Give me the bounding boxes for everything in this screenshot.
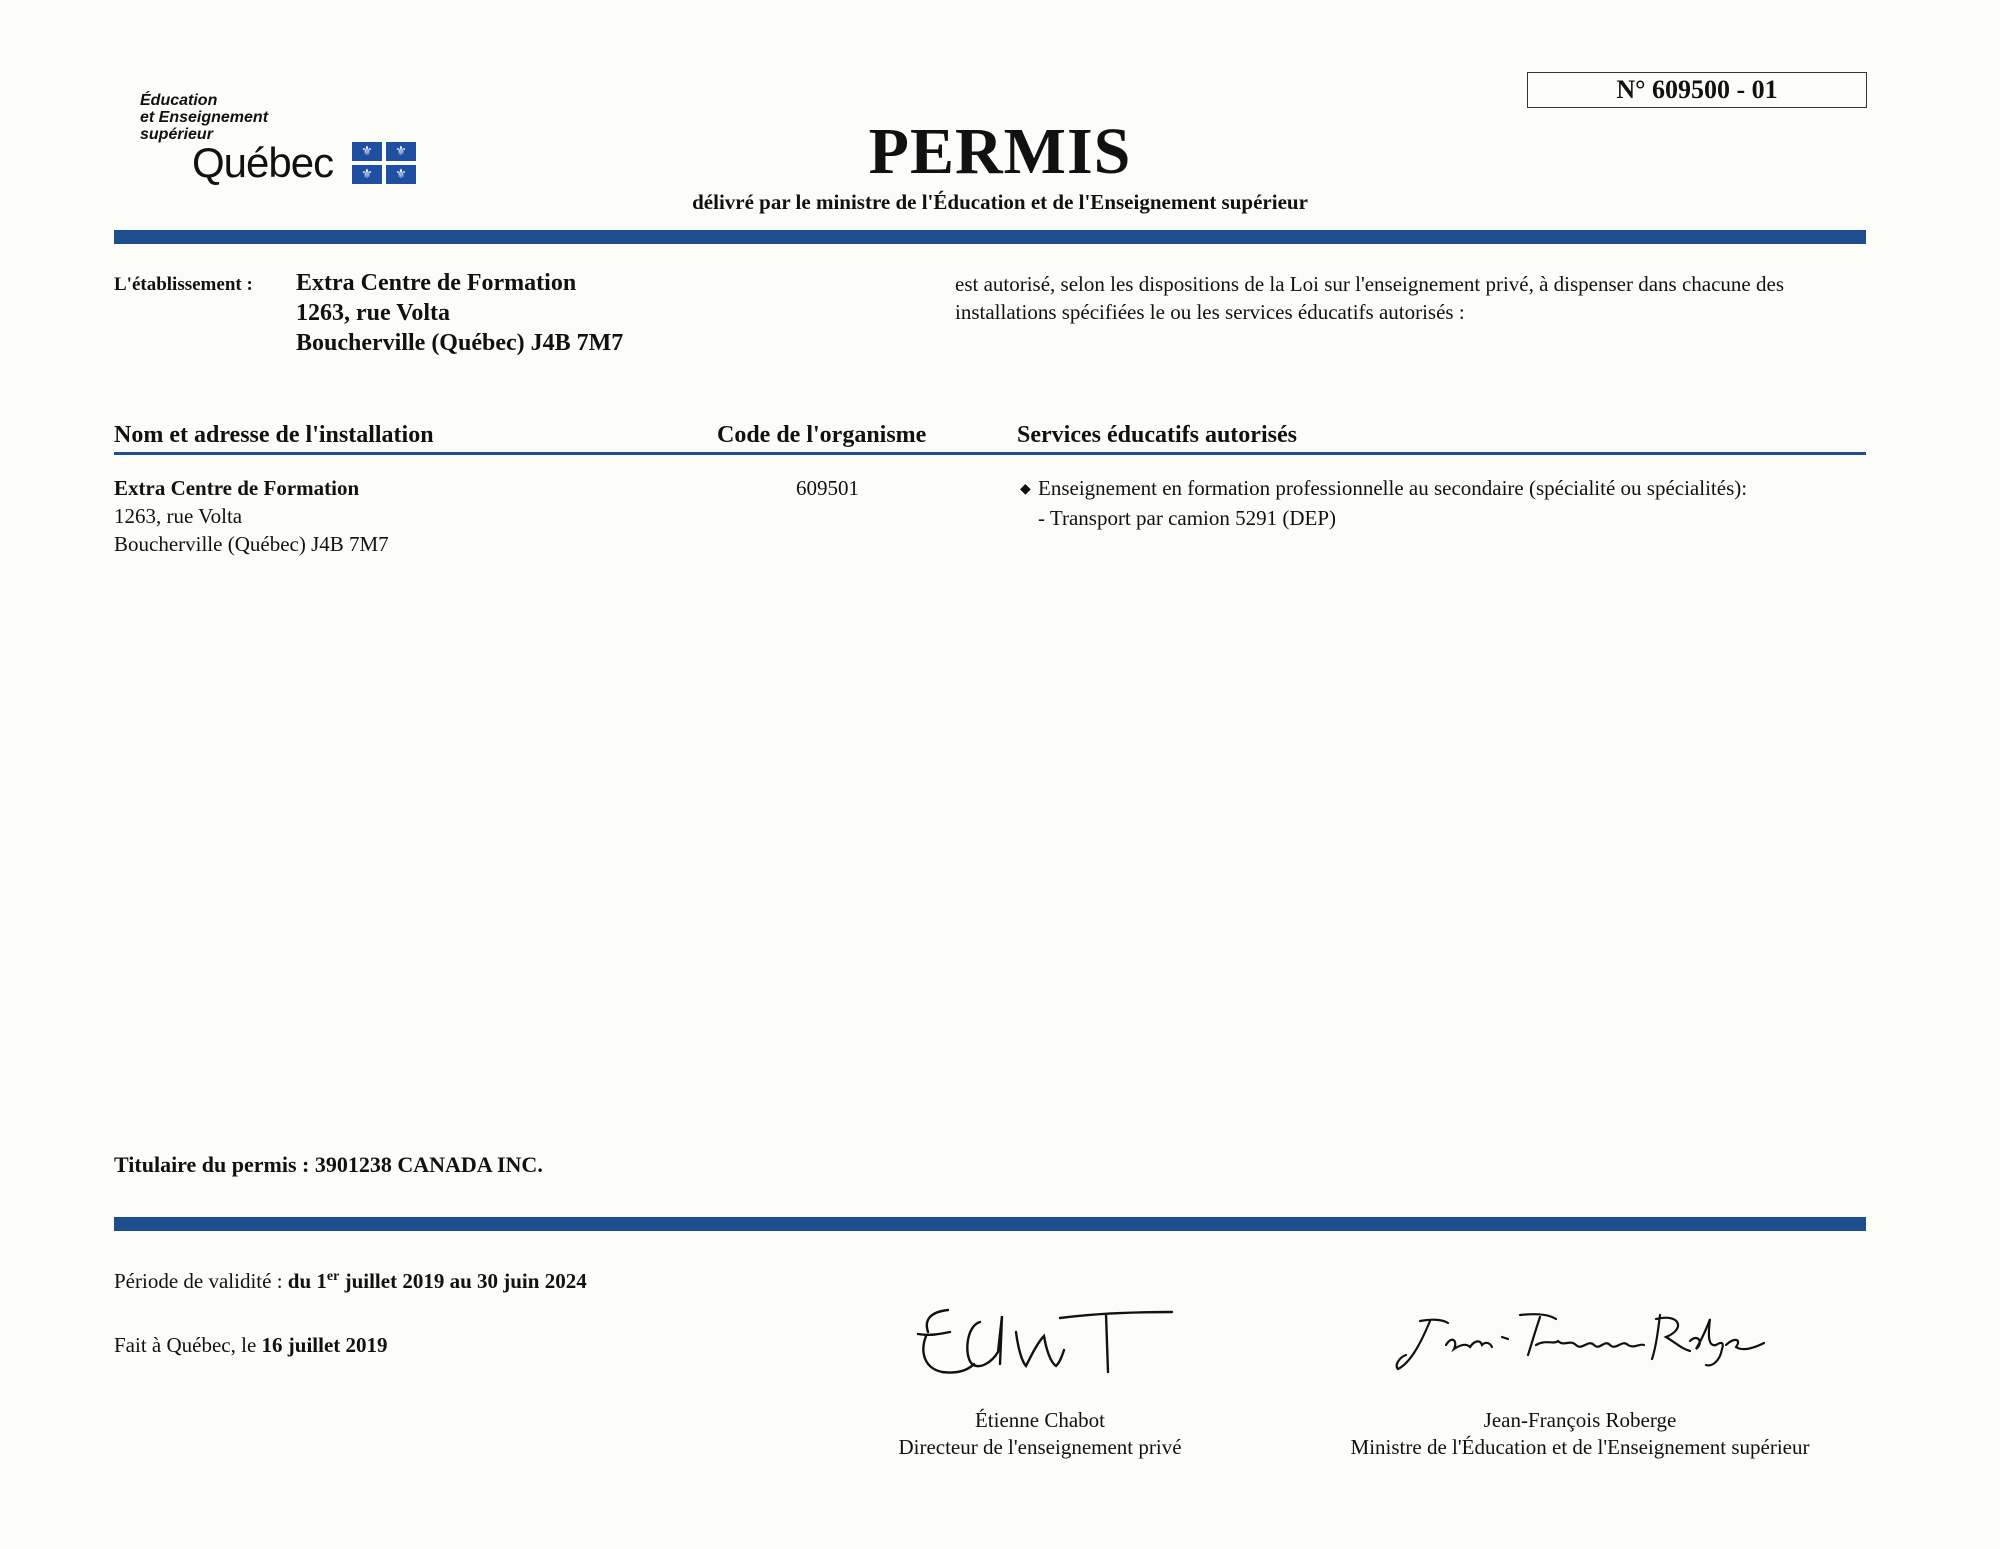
bottom-divider-bar <box>114 1217 1866 1231</box>
validity-prefix: du 1 <box>287 1269 327 1293</box>
quebec-wordmark: Québec <box>192 139 334 186</box>
organization-code: 609501 <box>796 476 859 500</box>
signature-roberge <box>1390 1305 1770 1375</box>
service-text: Enseignement en formation professionnelle au secondaire (spécialité ou spécialités): <box>1038 476 1748 500</box>
signature-chabot <box>910 1292 1180 1382</box>
ministry-line-3: supérieur <box>140 126 213 143</box>
header-installation: Nom et adresse de l'installation <box>114 422 434 448</box>
issue-place-date <box>114 1330 388 1360</box>
specialty-item: - Transport par camion 5291 (DEP) <box>1038 506 1337 530</box>
validity-rest: juillet 2019 au 30 juin 2024 <box>339 1269 587 1293</box>
table-header-rule <box>114 452 1866 455</box>
signatory-1-name: Étienne Chabot <box>974 1408 1106 1432</box>
establishment-street: 1263, rue Volta <box>296 300 451 326</box>
page-title: PERMIS <box>868 115 1132 188</box>
establishment-label: L'établissement : <box>114 274 253 295</box>
authorization-text: est autorisé, selon les dispositions de la Loi sur l'enseignement privé, à dispenser dans chacune des installations spécifiées le ou les services éducatifs autorisés : <box>955 272 1784 324</box>
issue-date: 16 juillet 2019 <box>261 1333 388 1357</box>
fleur-de-lis-icon: ⚜ <box>352 165 382 184</box>
validity-period <box>114 1262 587 1296</box>
installation-name: Extra Centre de Formation <box>114 476 360 500</box>
validity-label: Période de validité : <box>114 1269 288 1293</box>
signatory-2 <box>1290 1407 1870 1461</box>
installation-address <box>114 474 389 558</box>
fleur-de-lis-icon: ⚜ <box>352 142 382 161</box>
signatory-2-name: Jean-François Roberge <box>1483 1408 1677 1432</box>
issue-label: Fait à Québec, le <box>114 1333 262 1357</box>
fleur-de-lis-icon: ⚜ <box>386 165 416 184</box>
signatory-2-title: Ministre de l'Éducation et de l'Enseignement supérieur <box>1350 1435 1810 1459</box>
permit-number: N° 609500 - 01 <box>1527 72 1867 108</box>
installation-street: 1263, rue Volta <box>114 504 243 528</box>
service-item <box>1020 474 1870 504</box>
ministry-line-2: et Enseignement <box>140 109 269 126</box>
signatory-1 <box>850 1407 1230 1461</box>
header-services: Services éducatifs autorisés <box>1017 422 1297 448</box>
page-subtitle: délivré par le ministre de l'Éducation et de l'Enseignement supérieur <box>692 190 1308 214</box>
header-code: Code de l'organisme <box>717 422 927 448</box>
establishment-name: Extra Centre de Formation <box>296 270 577 296</box>
ministry-line-1: Éducation <box>140 92 218 109</box>
validity-sup: er <box>326 1269 340 1284</box>
permit-holder: Titulaire du permis : 3901238 CANADA INC. <box>114 1152 543 1177</box>
top-divider-bar <box>114 230 1866 244</box>
authorized-services <box>1020 474 1870 532</box>
establishment-address <box>296 268 623 358</box>
bullet-icon: ◆ <box>1020 482 1031 497</box>
fleur-de-lis-icon: ⚜ <box>386 142 416 161</box>
signatory-1-title: Directeur de l'enseignement privé <box>898 1435 1182 1459</box>
validity-dates <box>288 1269 587 1293</box>
installation-city: Boucherville (Québec) J4B 7M7 <box>114 532 389 556</box>
establishment-city: Boucherville (Québec) J4B 7M7 <box>296 330 624 356</box>
